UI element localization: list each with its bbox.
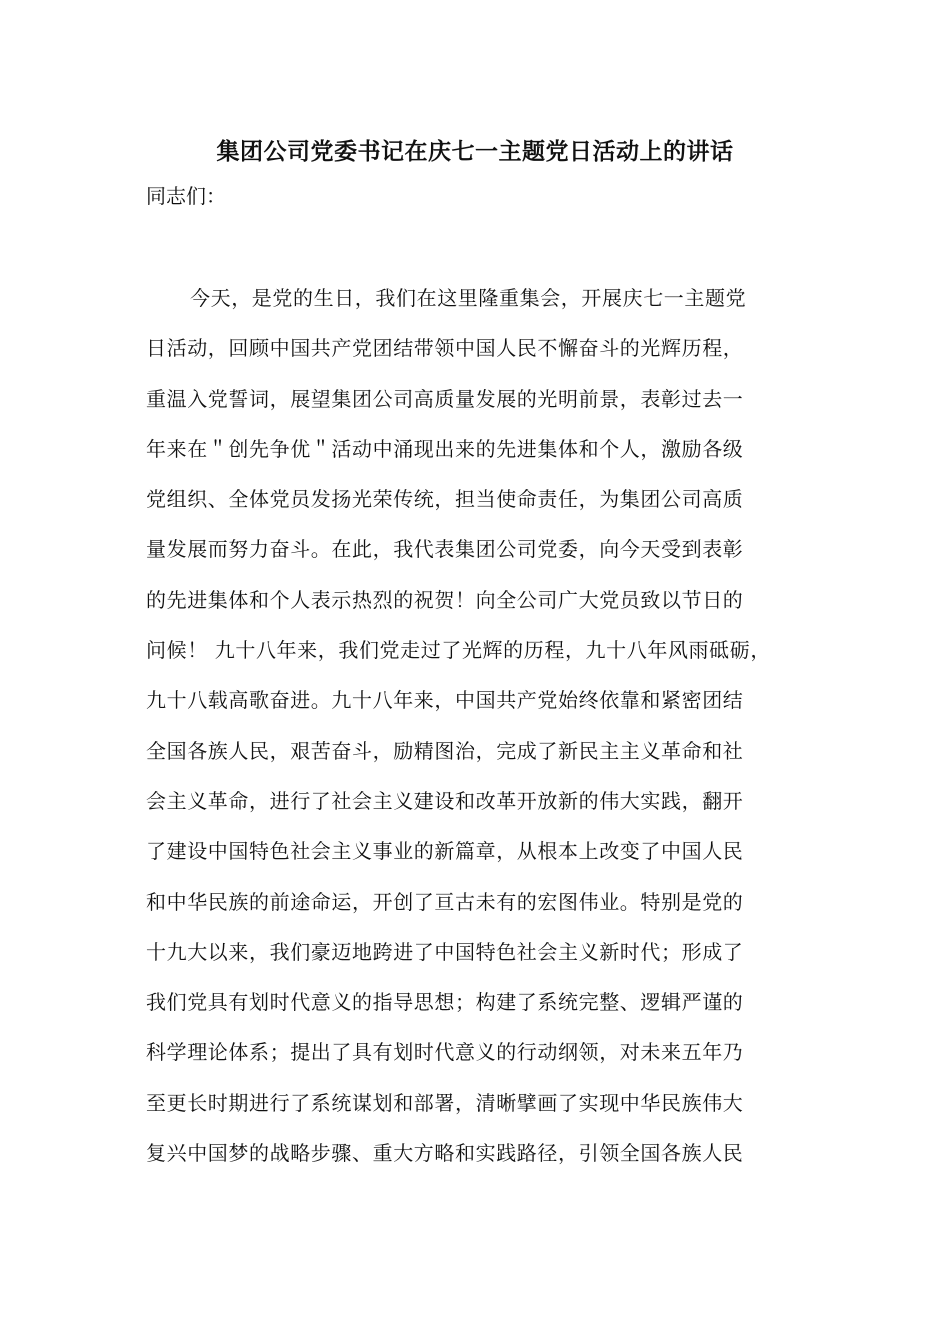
body-line: 重温入党誓词，展望集团公司高质量发展的光明前景，表彰过去一 bbox=[146, 386, 744, 411]
body-line: 日活动，回顾中国共产党团结带领中国人民不懈奋斗的光辉历程， bbox=[146, 336, 744, 361]
body-line: 十九大以来，我们豪迈地跨进了中国特色社会主义新时代；形成了 bbox=[146, 939, 744, 964]
body-line: 的先进集体和个人表示热烈的祝贺！向全公司广大党员致以节日的 bbox=[146, 587, 744, 612]
body-text bbox=[146, 282, 826, 1187]
body-line: 了建设中国特色社会主义事业的新篇章，从根本上改变了中国人民 bbox=[146, 839, 744, 864]
body-line: 量发展而努力奋斗。在此，我代表集团公司党委，向今天受到表彰 bbox=[146, 537, 744, 562]
document-title: 集团公司党委书记在庆七一主题党日活动上的讲话 bbox=[216, 139, 734, 165]
body-line: 我们党具有划时代意义的指导思想；构建了系统完整、逻辑严谨的 bbox=[146, 990, 744, 1015]
body-line: 年来在＂创先争优＂活动中涌现出来的先进集体和个人，激励各级 bbox=[146, 436, 744, 461]
body-line: 和中华民族的前途命运，开创了亘古未有的宏图伟业。特别是党的 bbox=[146, 889, 744, 914]
body-line: 党组织、全体党员发扬光荣传统，担当使命责任，为集团公司高质 bbox=[146, 487, 744, 512]
body-line: 科学理论体系；提出了具有划时代意义的行动纲领，对未来五年乃 bbox=[146, 1040, 744, 1065]
body-line: 问候！ 九十八年来，我们党走过了光辉的历程，九十八年风雨砥砺， bbox=[146, 638, 771, 663]
body-line: 会主义革命，进行了社会主义建设和改革开放新的伟大实践，翻开 bbox=[146, 788, 744, 813]
body-line: 复兴中国梦的战略步骤、重大方略和实践路径，引领全国各族人民 bbox=[146, 1141, 744, 1166]
body-line: 今天，是党的生日，我们在这里隆重集会，开展庆七一主题党 bbox=[190, 286, 747, 310]
salutation: 同志们： bbox=[146, 184, 226, 208]
body-line: 全国各族人民，艰苦奋斗，励精图治，完成了新民主主义革命和社 bbox=[146, 738, 744, 763]
body-line: 九十八载高歌奋进。九十八年来，中国共产党始终依靠和紧密团结 bbox=[146, 688, 744, 713]
body-line: 至更长时期进行了系统谋划和部署，清晰擘画了实现中华民族伟大 bbox=[146, 1090, 744, 1115]
